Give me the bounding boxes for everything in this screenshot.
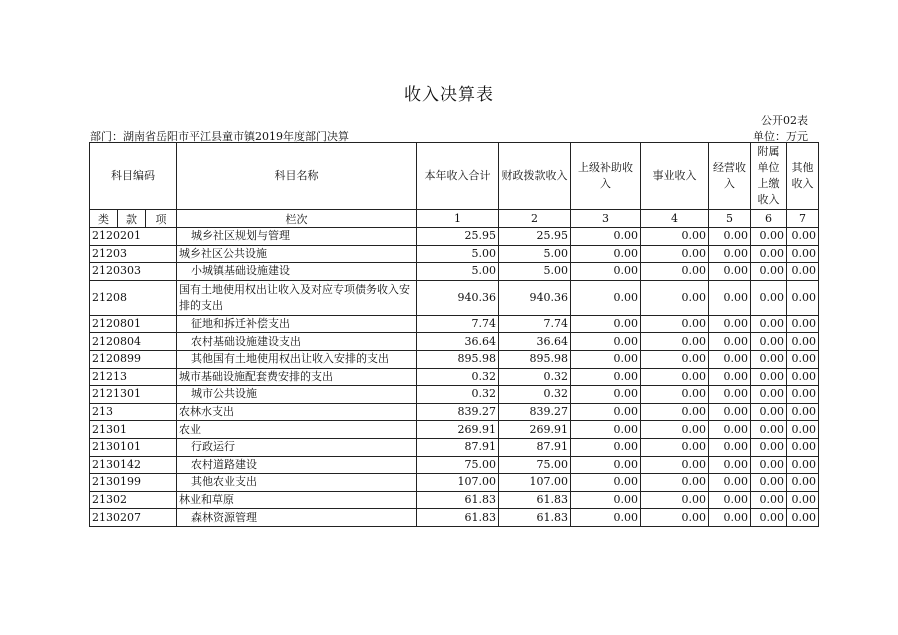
row-value-total: 940.36 [417,280,499,315]
row-value-other: 0.00 [787,509,819,527]
row-code: 21203 [90,245,177,263]
table-row [90,403,819,421]
row-value-affiliated: 0.00 [751,333,787,351]
row-value-business: 0.00 [641,228,709,246]
row-value-superior: 0.00 [571,421,641,439]
row-name: 其他农业支出 [177,474,417,492]
row-name: 其他国有土地使用权出让收入安排的支出 [177,350,417,368]
row-value-other: 0.00 [787,438,819,456]
row-value-other: 0.00 [787,474,819,492]
row-value-superior: 0.00 [571,368,641,386]
row-name: 城乡社区公共设施 [177,245,417,263]
row-value-operating: 0.00 [709,474,751,492]
row-value-operating: 0.00 [709,228,751,246]
row-value-superior: 0.00 [571,263,641,281]
row-value-fiscal: 940.36 [499,280,571,315]
row-value-operating: 0.00 [709,280,751,315]
row-value-operating: 0.00 [709,491,751,509]
row-value-other: 0.00 [787,368,819,386]
row-name: 森林资源管理 [177,509,417,527]
subheader-col5: 5 [709,210,751,228]
table-row [90,368,819,386]
table-row [90,421,819,439]
subheader-lei: 类 [90,210,118,228]
row-value-fiscal: 36.64 [499,333,571,351]
row-value-operating: 0.00 [709,315,751,333]
row-value-other: 0.00 [787,403,819,421]
row-value-affiliated: 0.00 [751,315,787,333]
department-label: 部门：湖南省岳阳市平江县童市镇2019年度部门决算 [90,130,349,143]
row-value-fiscal: 25.95 [499,228,571,246]
row-value-affiliated: 0.00 [751,438,787,456]
header-code: 科目编码 [90,143,177,210]
subheader-lanci: 栏次 [177,210,417,228]
row-name: 林业和草原 [177,491,417,509]
row-name: 农林水支出 [177,403,417,421]
row-code: 2121301 [90,386,177,404]
row-value-other: 0.00 [787,386,819,404]
row-value-superior: 0.00 [571,456,641,474]
row-value-business: 0.00 [641,421,709,439]
row-value-total: 75.00 [417,456,499,474]
row-value-business: 0.00 [641,350,709,368]
row-code: 2130207 [90,509,177,527]
row-value-superior: 0.00 [571,315,641,333]
header-affiliated: 附属单位上缴收入 [751,143,787,210]
row-value-operating: 0.00 [709,350,751,368]
row-value-total: 5.00 [417,263,499,281]
table-row [90,456,819,474]
header-total: 本年收入合计 [417,143,499,210]
row-value-fiscal: 895.98 [499,350,571,368]
row-value-affiliated: 0.00 [751,386,787,404]
row-value-total: 87.91 [417,438,499,456]
subheader-col6: 6 [751,210,787,228]
row-value-superior: 0.00 [571,386,641,404]
row-value-business: 0.00 [641,245,709,263]
row-value-total: 839.27 [417,403,499,421]
row-value-fiscal: 7.74 [499,315,571,333]
row-name: 行政运行 [177,438,417,456]
row-code: 21208 [90,280,177,315]
row-value-business: 0.00 [641,438,709,456]
subheader-xiang: 项 [146,210,177,228]
row-code: 2120201 [90,228,177,246]
row-value-affiliated: 0.00 [751,509,787,527]
row-name: 农业 [177,421,417,439]
row-value-other: 0.00 [787,350,819,368]
subheader-col7: 7 [787,210,819,228]
row-value-affiliated: 0.00 [751,474,787,492]
row-value-fiscal: 61.83 [499,491,571,509]
row-code: 2130101 [90,438,177,456]
row-code: 2120804 [90,333,177,351]
row-value-total: 61.83 [417,509,499,527]
row-value-fiscal: 5.00 [499,245,571,263]
income-table [89,142,819,527]
row-value-affiliated: 0.00 [751,245,787,263]
row-name: 小城镇基础设施建设 [177,263,417,281]
row-value-business: 0.00 [641,491,709,509]
row-value-business: 0.00 [641,315,709,333]
row-value-business: 0.00 [641,386,709,404]
header-other: 其他收入 [787,143,819,210]
table-row [90,509,819,527]
row-value-other: 0.00 [787,491,819,509]
row-value-affiliated: 0.00 [751,491,787,509]
table-body [90,228,819,527]
row-value-operating: 0.00 [709,368,751,386]
row-value-operating: 0.00 [709,245,751,263]
row-value-total: 0.32 [417,386,499,404]
table-row [90,263,819,281]
subheader-col1: 1 [417,210,499,228]
row-value-fiscal: 0.32 [499,386,571,404]
row-code: 2120801 [90,315,177,333]
row-value-business: 0.00 [641,456,709,474]
row-name: 城市基础设施配套费安排的支出 [177,368,417,386]
row-value-affiliated: 0.00 [751,263,787,281]
row-value-total: 5.00 [417,245,499,263]
row-value-affiliated: 0.00 [751,456,787,474]
row-value-total: 61.83 [417,491,499,509]
row-value-business: 0.00 [641,280,709,315]
row-value-other: 0.00 [787,228,819,246]
header-superior: 上级补助收入 [571,143,641,210]
row-name: 农村基础设施建设支出 [177,333,417,351]
header-fiscal: 财政拨款收入 [499,143,571,210]
row-name: 农村道路建设 [177,456,417,474]
row-value-total: 895.98 [417,350,499,368]
row-value-fiscal: 61.83 [499,509,571,527]
table-row [90,315,819,333]
form-number: 公开02表 [761,114,808,127]
row-value-other: 0.00 [787,245,819,263]
row-code: 21213 [90,368,177,386]
page-title: 收入决算表 [404,85,494,105]
row-value-total: 269.91 [417,421,499,439]
row-value-operating: 0.00 [709,509,751,527]
row-value-operating: 0.00 [709,263,751,281]
row-value-fiscal: 839.27 [499,403,571,421]
row-value-superior: 0.00 [571,333,641,351]
row-value-fiscal: 0.32 [499,368,571,386]
row-value-superior: 0.00 [571,474,641,492]
header-name: 科目名称 [177,143,417,210]
row-value-total: 7.74 [417,315,499,333]
row-value-other: 0.00 [787,333,819,351]
subheader-col4: 4 [641,210,709,228]
row-value-fiscal: 107.00 [499,474,571,492]
row-value-superior: 0.00 [571,403,641,421]
subheader-col3: 3 [571,210,641,228]
row-value-affiliated: 0.00 [751,403,787,421]
header-row [90,143,819,210]
row-value-superior: 0.00 [571,350,641,368]
row-value-operating: 0.00 [709,386,751,404]
row-value-other: 0.00 [787,280,819,315]
row-value-operating: 0.00 [709,421,751,439]
row-value-business: 0.00 [641,403,709,421]
row-name: 征地和拆迁补偿支出 [177,315,417,333]
row-value-fiscal: 87.91 [499,438,571,456]
row-value-operating: 0.00 [709,403,751,421]
table-row [90,386,819,404]
header-business: 事业收入 [641,143,709,210]
row-value-total: 107.00 [417,474,499,492]
row-value-total: 36.64 [417,333,499,351]
unit-label: 单位：万元 [753,130,808,143]
row-value-operating: 0.00 [709,456,751,474]
row-value-affiliated: 0.00 [751,280,787,315]
row-value-fiscal: 269.91 [499,421,571,439]
subheader-kuan: 款 [118,210,146,228]
row-value-operating: 0.00 [709,438,751,456]
row-code: 2130199 [90,474,177,492]
row-value-affiliated: 0.00 [751,368,787,386]
table-row [90,280,819,315]
row-value-business: 0.00 [641,333,709,351]
row-value-business: 0.00 [641,474,709,492]
row-value-business: 0.00 [641,368,709,386]
table-row [90,474,819,492]
header-operating: 经营收入 [709,143,751,210]
row-name: 城市公共设施 [177,386,417,404]
row-value-operating: 0.00 [709,333,751,351]
table-row [90,245,819,263]
row-value-superior: 0.00 [571,280,641,315]
table-row [90,228,819,246]
table-row [90,491,819,509]
row-value-superior: 0.00 [571,438,641,456]
row-value-other: 0.00 [787,421,819,439]
row-value-other: 0.00 [787,456,819,474]
row-code: 2120303 [90,263,177,281]
table-row [90,438,819,456]
row-value-affiliated: 0.00 [751,350,787,368]
row-code: 21302 [90,491,177,509]
row-value-other: 0.00 [787,315,819,333]
row-value-superior: 0.00 [571,491,641,509]
row-value-fiscal: 5.00 [499,263,571,281]
row-value-superior: 0.00 [571,509,641,527]
row-value-other: 0.00 [787,263,819,281]
table-row [90,350,819,368]
row-name: 国有土地使用权出让收入及对应专项债务收入安排的支出 [177,280,417,315]
row-value-total: 25.95 [417,228,499,246]
row-code: 213 [90,403,177,421]
row-value-superior: 0.00 [571,228,641,246]
subheader-col2: 2 [499,210,571,228]
row-value-affiliated: 0.00 [751,228,787,246]
row-value-total: 0.32 [417,368,499,386]
row-value-affiliated: 0.00 [751,421,787,439]
row-value-fiscal: 75.00 [499,456,571,474]
row-name: 城乡社区规划与管理 [177,228,417,246]
row-code: 2130142 [90,456,177,474]
subheader-row [90,210,819,228]
table-row [90,333,819,351]
row-code: 21301 [90,421,177,439]
row-value-superior: 0.00 [571,245,641,263]
row-value-business: 0.00 [641,263,709,281]
row-code: 2120899 [90,350,177,368]
row-value-business: 0.00 [641,509,709,527]
